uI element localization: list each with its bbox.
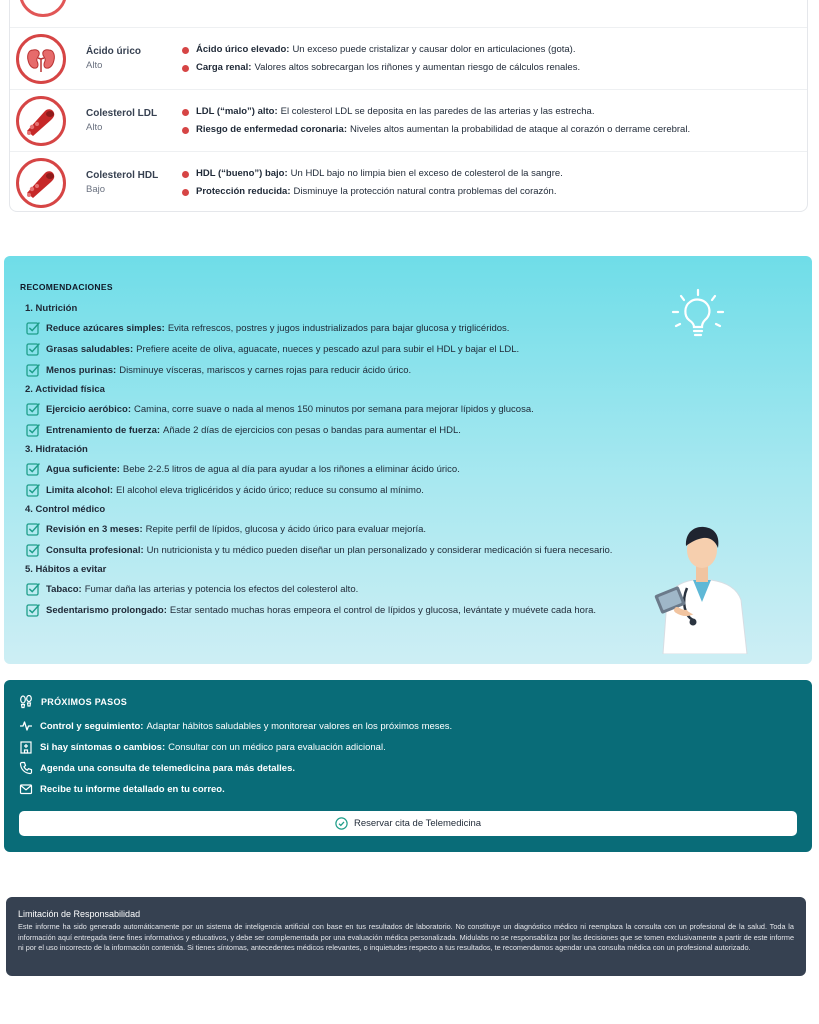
next-step-bold: Si hay síntomas o cambios:: [40, 741, 166, 753]
check-square-icon: [26, 543, 40, 557]
next-step-text: Consultar con un médico para evaluación adicional.: [168, 741, 386, 753]
recommendation-item-bold: Consulta profesional:: [46, 544, 144, 556]
recommendation-item: [26, 483, 796, 497]
check-square-icon: [26, 522, 40, 536]
mail-icon: [19, 782, 33, 796]
result-points: [182, 41, 802, 77]
result-level: Bajo: [86, 184, 106, 195]
recommendation-item-bold: Agua suficiente:: [46, 463, 120, 475]
next-step-bold: Recibe tu informe detallado en tu correo.: [40, 783, 225, 795]
recommendation-item: [26, 363, 796, 377]
recommendation-item-bold: Revisión en 3 meses:: [46, 523, 143, 535]
check-square-icon: [26, 462, 40, 476]
recommendation-item-text: El alcohol eleva triglicéridos y ácido úrico; reduce su consumo al mínimo.: [116, 484, 424, 496]
recommendation-section-title: 3. Hidratación: [25, 444, 88, 455]
result-row-colesterol-ldl: [10, 90, 807, 152]
result-name: Colesterol LDL: [86, 108, 158, 119]
bullet-dot-icon: [182, 189, 189, 196]
next-step-item: [19, 761, 797, 775]
recommendation-section-title: 5. Hábitos a evitar: [25, 564, 107, 575]
check-square-icon: [26, 342, 40, 356]
result-point: Ácido úrico elevado: Un exceso puede cristalizar y causar dolor en articulaciones (gota).: [182, 41, 802, 59]
result-point: Carga renal: Valores altos sobrecargan los riñones y aumentan riesgo de cálculos renales.: [182, 59, 802, 77]
recommendation-item-bold: Reduce azúcares simples:: [46, 322, 165, 334]
recommendation-item-bold: Limita alcohol:: [46, 484, 114, 496]
recommendations-title: RECOMENDACIONES: [20, 282, 113, 292]
check-square-icon: [26, 363, 40, 377]
next-step-item: [19, 740, 797, 754]
result-label: [86, 169, 182, 197]
result-level: Alto: [86, 60, 103, 71]
previous-result-row: [10, 0, 807, 28]
heartbeat-icon: [19, 719, 33, 733]
recommendation-item-text: Repite perfil de lípidos, glucosa y ácido úrico para evaluar mejoría.: [145, 523, 427, 535]
result-point: LDL (“malo”) alto: El colesterol LDL se deposita en las paredes de las arterias y las estrecha.: [182, 103, 802, 121]
recommendation-item-bold: Tabaco:: [46, 583, 82, 595]
bullet-dot-icon: [182, 65, 189, 72]
recommendation-item-bold: Ejercicio aeróbico:: [46, 403, 132, 415]
recommendation-item-bold: Grasas saludables:: [46, 343, 134, 355]
recommendation-section: [20, 384, 796, 437]
hospital-icon: [19, 740, 33, 754]
recommendations-panel: [4, 256, 812, 664]
lightbulb-icon: [667, 288, 729, 350]
recommendation-item: [26, 462, 796, 476]
check-square-icon: [26, 582, 40, 596]
recommendation-section-title: 4. Control médico: [25, 504, 106, 515]
doctor-illustration: [645, 518, 759, 654]
recommendation-item-text: Estar sentado muchas horas empeora el control de lípidos y glucosa, levántate y muévete cada hora.: [169, 604, 597, 616]
result-point: HDL (“bueno”) bajo: Un HDL bajo no limpia bien el exceso de colesterol de la sangre.: [182, 165, 802, 183]
footsteps-icon: [19, 695, 33, 709]
next-step-bold: Control y seguimiento:: [40, 720, 144, 732]
kidney-icon: [16, 34, 66, 84]
check-circle-icon: [335, 817, 348, 830]
bullet-dot-icon: [182, 47, 189, 54]
recommendation-item-text: Disminuye vísceras, mariscos y carnes rojas para reducir ácido úrico.: [119, 364, 412, 376]
result-point: Riesgo de enfermedad coronaria: Niveles altos aumentan la probabilidad de ataque al corazón o derrame cerebral.: [182, 121, 802, 139]
blood-vessel-icon: [16, 96, 66, 146]
next-step-item: [19, 782, 797, 796]
recommendation-item-text: Un nutricionista y tu médico pueden diseñar un plan personalizado y considerar medicación si fuera necesario.: [146, 544, 613, 556]
result-name: Colesterol HDL: [86, 170, 159, 181]
result-row-acido-urico: [10, 28, 807, 90]
recommendation-section-title: 1. Nutrición: [25, 303, 78, 314]
bullet-dot-icon: [182, 109, 189, 116]
check-square-icon: [26, 423, 40, 437]
disclaimer-panel: [6, 897, 806, 976]
recommendation-item-text: Fumar daña las arterias y potencia los efectos del colesterol alto.: [84, 583, 359, 595]
recommendation-item-bold: Sedentarismo prolongado:: [46, 604, 167, 616]
recommendation-item: [26, 402, 796, 416]
result-point: Protección reducida: Disminuye la protección natural contra problemas del corazón.: [182, 183, 802, 201]
check-square-icon: [26, 402, 40, 416]
result-points: [182, 165, 802, 201]
next-step-item: [19, 719, 797, 733]
next-step-bold: Agenda una consulta de telemedicina para más detalles.: [40, 762, 296, 774]
result-level: Alto: [86, 122, 103, 133]
next-steps-title: [19, 694, 797, 710]
result-name: Ácido úrico: [86, 46, 142, 57]
result-label: [86, 45, 182, 73]
disclaimer-text: Este informe ha sido generado automáticamente por un sistema de inteligencia artificial con base en tus resultados de laboratorio. No constituye un diagnóstico médico ni reemplaza la consulta con un profesional de la salud. Toda la información aquí entregada tiene fines informativos y educativos, y debe ser complementada por una evaluación médica personalizada. Midulabs no se responsabiliza por las decisiones que se tomen exclusivamente a partir de este informe ni por el uso incorrecto de la información contenida. Si tienes síntomas, antecedentes médicos relevantes, o inquietudes respecto a tus resultados, te recomendamos agendar una consulta médica con un profesional autorizado.: [18, 922, 794, 952]
result-label: [86, 107, 182, 135]
next-steps-panel: [4, 680, 812, 852]
check-square-icon: [26, 603, 40, 617]
recommendation-item-text: Bebe 2-2.5 litros de agua al día para ayudar a los riñones a eliminar ácido úrico.: [122, 463, 460, 475]
check-square-icon: [26, 321, 40, 335]
phone-icon: [19, 761, 33, 775]
lab-results-card: [9, 0, 808, 212]
recommendation-item-text: Evita refrescos, postres y jugos industrializados para bajar glucosa y triglicéridos.: [167, 322, 510, 334]
check-square-icon: [26, 483, 40, 497]
result-points: [182, 103, 802, 139]
result-icon-partial: [19, 0, 67, 17]
next-step-text: Adaptar hábitos saludables y monitorear valores en los próximos meses.: [146, 720, 453, 732]
recommendation-item-text: Camina, corre suave o nada al menos 150 minutos por semana para mejorar lípidos y glucosa.: [134, 403, 534, 415]
recommendation-item-text: Prefiere aceite de oliva, aguacate, nueces y pescado azul para subir el HDL y bajar el LDL.: [136, 343, 520, 355]
bullet-dot-icon: [182, 127, 189, 134]
recommendation-item: [26, 423, 796, 437]
recommendation-item-bold: Menos purinas:: [46, 364, 117, 376]
next-steps-title-text: PRÓXIMOS PASOS: [41, 697, 128, 707]
blood-vessel-icon: [16, 158, 66, 208]
recommendation-section: [20, 444, 796, 497]
result-row-colesterol-hdl: [10, 152, 807, 212]
recommendation-item-text: Añade 2 días de ejercicios con pesas o bandas para aumentar el HDL.: [163, 424, 461, 436]
bullet-dot-icon: [182, 171, 189, 178]
recommendation-section-title: 2. Actividad física: [25, 384, 105, 395]
book-telemedicine-label: Reservar cita de Telemedicina: [353, 818, 482, 829]
recommendation-item-bold: Entrenamiento de fuerza:: [46, 424, 161, 436]
book-telemedicine-button[interactable]: [19, 811, 797, 836]
disclaimer-title: Limitación de Responsabilidad: [18, 909, 141, 919]
